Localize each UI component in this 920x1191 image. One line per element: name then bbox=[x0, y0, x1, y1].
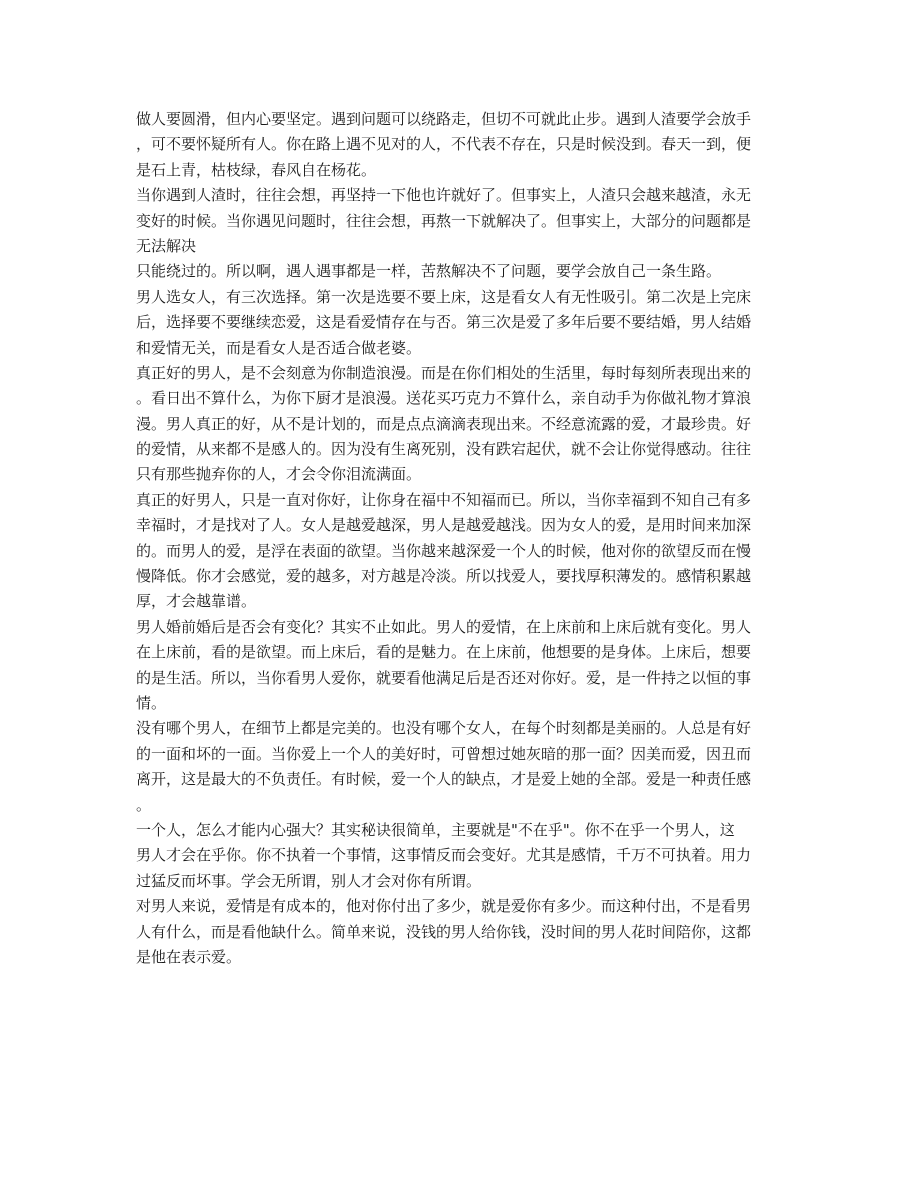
text-line: 的。而男人的爱，是浮在表面的欲望。当你越来越深爱一个人的时候，他对你的欲望反而在慢 bbox=[136, 541, 752, 560]
text-line: 真正的好男人，只是一直对你好，让你身在福中不知福而已。所以，当你幸福到不知自己有多 bbox=[136, 490, 752, 509]
text-line: 是他在表示爱。 bbox=[136, 947, 242, 966]
text-line: 幸福时，才是找对了人。女人是越爱越深，男人是越爱越浅。因为女人的爱，是用时间来加深 bbox=[136, 516, 752, 535]
text-line: 的一面和坏的一面。当你爱上一个人的美好时，可曾想过她灰暗的那一面？因美而爱，因丑而 bbox=[136, 744, 752, 763]
text-line: 真正好的男人，是不会刻意为你制造浪漫。而是在你们相处的生活里，每时每刻所表现出来的 bbox=[136, 363, 752, 382]
text-line: 慢降低。你才会感觉，爱的越多，对方越是冷淡。所以找爱人，要找厚积薄发的。感情积累越 bbox=[136, 567, 752, 586]
text-line: 和爱情无关，而是看女人是否适合做老婆。 bbox=[136, 338, 422, 357]
text-line: 人有什么，而是看他缺什么。简单来说，没钱的男人给你钱，没时间的男人花时间陪你，这都 bbox=[136, 922, 752, 941]
text-line: 男人才会在乎你。你不执着一个事情，这事情反而会变好。尤其是感情，千万不可执着。用力 bbox=[136, 846, 752, 865]
text-line: 。看日出不算什么，为你下厨才是浪漫。送花买巧克力不算什么，亲自动手为你做礼物才算浪 bbox=[136, 389, 752, 408]
document-body bbox=[136, 107, 796, 970]
text-line: 男人选女人，有三次选择。第一次是选要不要上床，这是看女人有无性吸引。第二次是上完床 bbox=[136, 287, 752, 306]
text-line: 一个人，怎么才能内心强大？其实秘诀很简单，主要就是"不在乎"。你不在乎一个男人，这 bbox=[136, 820, 735, 839]
text-line: 的爱情，从来都不是感人的。因为没有生离死别，没有跌宕起伏，就不会让你觉得感动。往往 bbox=[136, 440, 752, 459]
text-line: 漫。男人真正的好，从不是计划的，而是点点滴滴表现出来。不经意流露的爱，才最珍贵。好 bbox=[136, 414, 752, 433]
text-line: 厚，才会越靠谱。 bbox=[136, 592, 257, 611]
text-line: 对男人来说，爱情是有成本的，他对你付出了多少，就是爱你有多少。而这种付出，不是看男 bbox=[136, 897, 752, 916]
text-line: 无法解决 bbox=[136, 236, 197, 255]
text-line: 是石上青，枯枝绿，春风自在杨花。 bbox=[136, 160, 377, 179]
text-line: 过猛反而坏事。学会无所谓，别人才会对你有所谓。 bbox=[136, 871, 482, 890]
text-line: 只能绕过的。所以啊，遇人遇事都是一样，苦熬解决不了问题，要学会放自己一条生路。 bbox=[136, 262, 722, 281]
text-line: 的是生活。所以，当你看男人爱你，就要看他满足后是否还对你好。爱，是一件持之以恒的事 bbox=[136, 668, 752, 687]
text-line: 只有那些抛弃你的人，才会令你泪流满面。 bbox=[136, 465, 422, 484]
text-line: 。 bbox=[136, 795, 152, 814]
text-line: 当你遇到人渣时，往往会想，再坚持一下他也许就好了。但事实上，人渣只会越来越渣，永无 bbox=[136, 186, 752, 205]
text-line: 男人婚前婚后是否会有变化？其实不止如此。男人的爱情，在上床前和上床后就有变化。男人 bbox=[136, 617, 752, 636]
text-line: 没有哪个男人，在细节上都是完美的。也没有哪个女人，在每个时刻都是美丽的。人总是有好 bbox=[136, 719, 752, 738]
text-line: 后，选择要不要继续恋爱，这是看爱情存在与否。第三次是爱了多年后要不要结婚，男人结婚 bbox=[136, 313, 752, 332]
text-line: 离开，这是最大的不负责任。有时候，爱一个人的缺点，才是爱上她的全部。爱是一种责任感 bbox=[136, 770, 752, 789]
text-line: 变好的时候。当你遇见问题时，往往会想，再熬一下就解决了。但事实上，大部分的问题都是 bbox=[136, 211, 752, 230]
text-line: ，可不要怀疑所有人。你在路上遇不见对的人，不代表不存在，只是时候没到。春天一到，便 bbox=[136, 135, 752, 154]
text-line: 在上床前，看的是欲望。而上床后，看的是魅力。在上床前，他想要的是身体。上床后，想要 bbox=[136, 643, 752, 662]
text-line: 做人要圆滑，但内心要坚定。遇到问题可以绕路走，但切不可就此止步。遇到人渣要学会放手 bbox=[136, 110, 752, 128]
text-line: 情。 bbox=[136, 693, 167, 712]
